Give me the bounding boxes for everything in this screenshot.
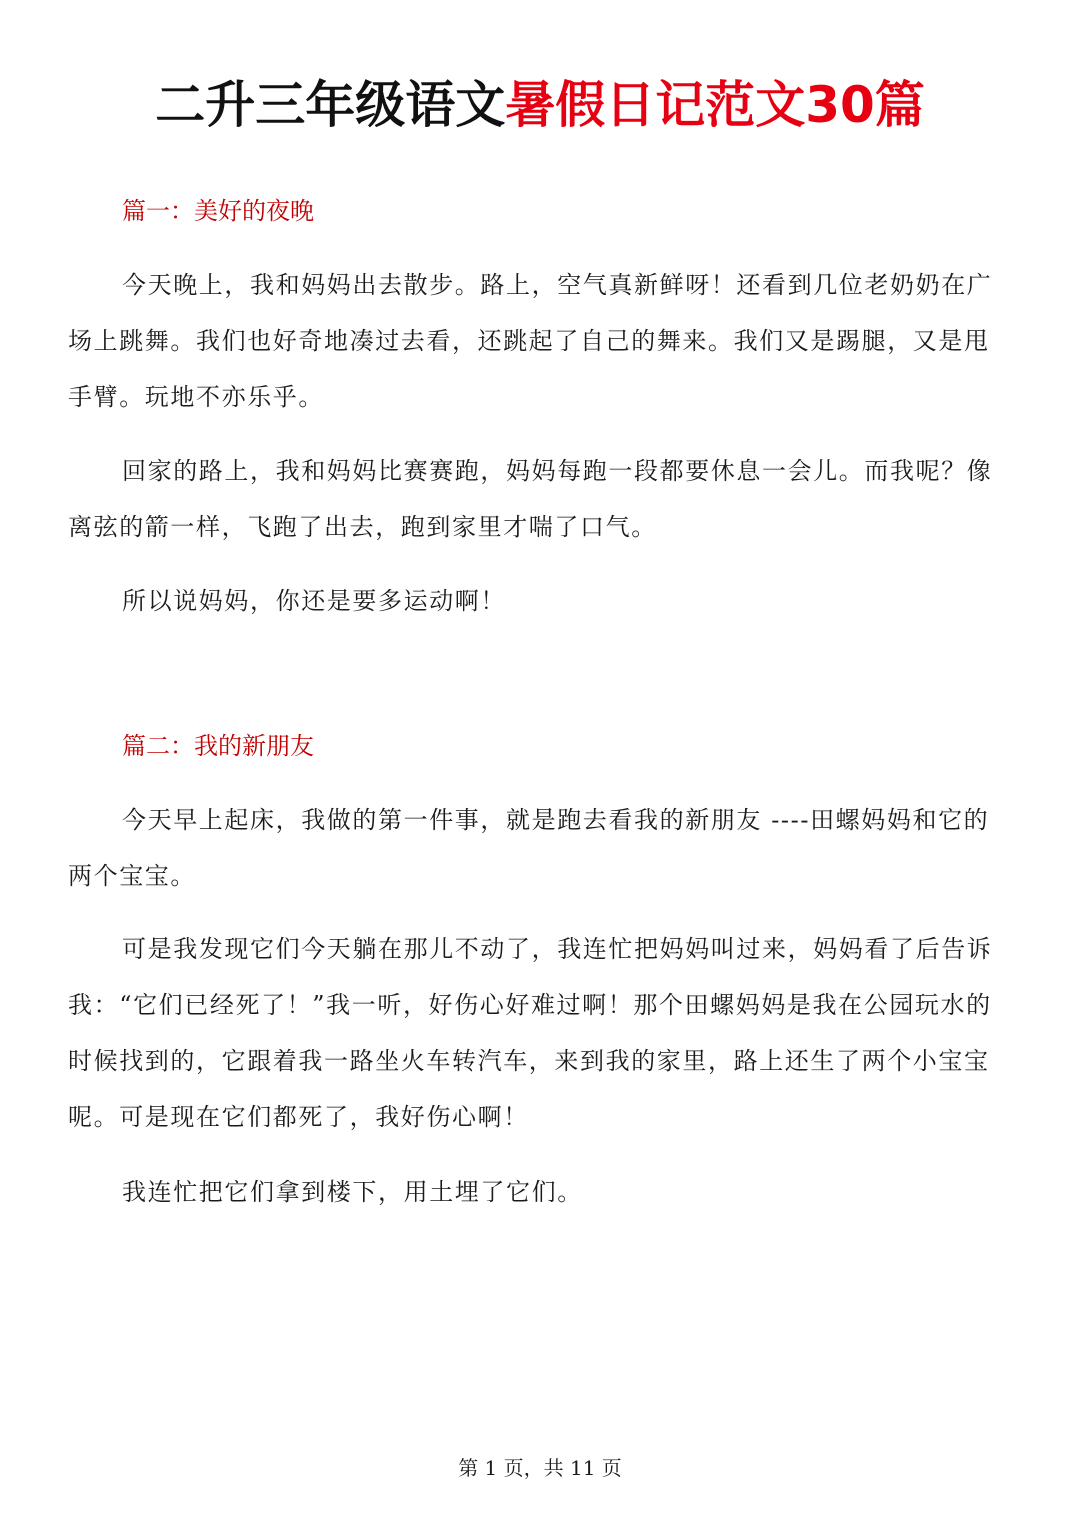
article-2-paragraph-1: 今天早上起床，我做的第一件事，就是跑去看我的新朋友 ----田螺妈妈和它的两个宝宝。 (68, 806, 990, 890)
article-2-paragraph-2: 可是我发现它们今天躺在那儿不动了，我连忙把妈妈叫过来，妈妈看了后告诉我：“它们已经死了！”我一听，好伤心好难过啊！那个田螺妈妈是我在公园玩水的时候找到的，它跟着我一路坐火车转汽车，来到我的家里，路上还生了两个小宝宝呢。可是现在它们都死了，我好伤心啊！ (68, 935, 993, 1131)
page-number-footer: 第 1 页，共 11 页 (458, 1456, 622, 1480)
article-1-paragraph-2: 回家的路上，我和妈妈比赛赛跑，妈妈每跑一段都要休息一会儿。而我呢？像离弦的箭一样，飞跑了出去，跑到家里才喘了口气。 (68, 457, 993, 541)
article-1-paragraph-1: 今天晚上，我和妈妈出去散步。路上，空气真新鲜呀！还看到几位老奶奶在广场上跳舞。我们也好奇地凑过去看，还跳起了自己的舞来。我们又是踢腿，又是甩手臂。玩地不亦乐乎。 (68, 271, 993, 411)
article-1-heading: 篇一：美好的夜晚 (122, 197, 314, 225)
title-black-part: 二升三年级语文 (155, 76, 506, 134)
document-title (0, 70, 1080, 140)
article-2-heading: 篇二：我的新朋友 (122, 732, 314, 760)
article-2-paragraph-3: 我连忙把它们拿到楼下，用土埋了它们。 (122, 1178, 583, 1206)
article-1-paragraph-3: 所以说妈妈，你还是要多运动啊！ (122, 587, 506, 615)
title-red-part: 暑假日记范文30篇 (505, 76, 925, 134)
